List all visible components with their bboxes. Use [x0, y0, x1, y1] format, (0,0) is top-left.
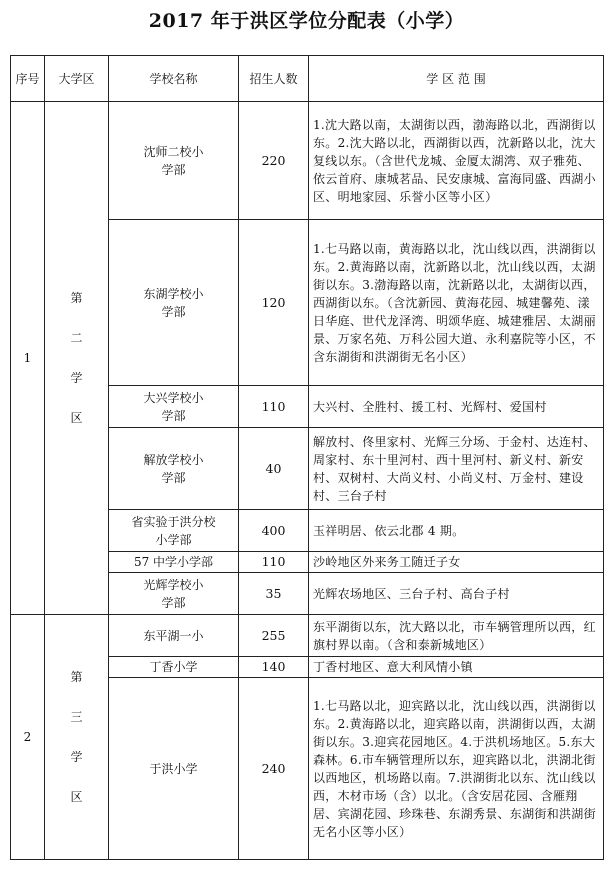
- district-char: 二: [70, 331, 83, 345]
- header-enroll: 招生人数: [239, 56, 309, 102]
- school-name: 东平湖一小: [109, 615, 239, 657]
- header-seq: 序号: [11, 56, 45, 102]
- enroll-count: 140: [239, 657, 309, 678]
- district-char: 学: [70, 750, 83, 764]
- header-row: [11, 56, 604, 102]
- enroll-count: 110: [239, 552, 309, 573]
- school-name: 东湖学校小学部: [109, 220, 239, 386]
- range-text: 1.七马路以北，迎宾路以北，沈山线以西，洪湖街以东。2.黄海路以北，迎宾路以南，洪湖街以西，太湖街以东。3.迎宾花园地区。4.于洪机场地区。5.东大森林。6.市车辆管理所以东，迎宾路以北，洪湖北街以西地区，机场路以南。7.洪湖街北以东、沈山线以西，木材市场（含）以北。（含安居花园、含雁翔居、宾湖花园、珍珠巷、东湖秀景、东湖街和洪湖街无名小区等小区）: [309, 678, 604, 860]
- page-title: 2017 年于洪区学位分配表（小学）: [148, 10, 465, 32]
- school-name: 光辉学校小学部: [109, 573, 239, 615]
- district-char: 区: [70, 790, 83, 804]
- range-text: 大兴村、全胜村、援工村、光辉村、爱国村: [309, 386, 604, 428]
- school-name: 沈师二校小学部: [109, 102, 239, 220]
- school-name: 省实验于洪分校小学部: [109, 510, 239, 552]
- range-text: 丁香村地区、意大利风情小镇: [309, 657, 604, 678]
- allocation-table: [10, 55, 604, 860]
- range-text: 1.七马路以南，黄海路以北，沈山线以西，洪湖街以东。2.黄海路以南，沈新路以北，沈山线以西，太湖街以东。3.渤海路以南，沈新路以北，太湖街以西，西湖街以东。（含沈新园、黄海花园、城建馨苑、漾日华庭、世代龙泽湾、明颂华庭、城建雅居、太湖丽景、万家名苑、万科公园大道、永利嘉院等小区，不含东湖街和洪湖街无名小区）: [309, 220, 604, 386]
- district-char: 第: [70, 291, 83, 305]
- school-name: 大兴学校小学部: [109, 386, 239, 428]
- range-text: 解放村、佟里家村、光辉三分场、于金村、达连村、周家村、东十里河村、西十里河村、新义村、新安村、双树村、大尚义村、小尚义村、万金村、建设村、三台子村: [309, 428, 604, 510]
- header-range: 学 区 范 围: [309, 56, 604, 102]
- district-char: 三: [70, 710, 83, 724]
- range-text: 1.沈大路以南，太湖街以西，渤海路以北，西湖街以东。2.沈大路以北，西湖街以西，沈新路以北，沈大复线以东。（含世代龙城、金厦太湖湾、双子雅苑、依云首府、康城茗品、民安康城、富海同盛、西湖小区、明地家园、乐誉小区等小区）: [309, 102, 604, 220]
- school-name: 57 中学小学部: [109, 552, 239, 573]
- enroll-count: 240: [239, 678, 309, 860]
- enroll-count: 35: [239, 573, 309, 615]
- enroll-count: 220: [239, 102, 309, 220]
- enroll-count: 400: [239, 510, 309, 552]
- header-district: 大学区: [45, 56, 109, 102]
- school-name: 丁香小学: [109, 657, 239, 678]
- district-char: 学: [70, 371, 83, 385]
- group-seq: 1: [11, 102, 45, 615]
- header-school: 学校名称: [109, 56, 239, 102]
- school-name: 解放学校小学部: [109, 428, 239, 510]
- range-text: 玉祥明居、依云北郡 4 期。: [309, 510, 604, 552]
- enroll-count: 40: [239, 428, 309, 510]
- range-text: 沙岭地区外来务工随迁子女: [309, 552, 604, 573]
- group-seq: 2: [11, 615, 45, 860]
- district-cell: [45, 102, 109, 615]
- range-text: 东平湖街以东，沈大路以北，市车辆管理所以西，红旗村界以南。（含和泰新城地区）: [309, 615, 604, 657]
- enroll-count: 110: [239, 386, 309, 428]
- enroll-count: 255: [239, 615, 309, 657]
- table-row: [11, 102, 604, 220]
- table-row: [11, 615, 604, 657]
- range-text: 光辉农场地区、三台子村、高台子村: [309, 573, 604, 615]
- district-cell: [45, 615, 109, 860]
- district-char: 区: [70, 411, 83, 425]
- school-name: 于洪小学: [109, 678, 239, 860]
- district-char: 第: [70, 670, 83, 684]
- enroll-count: 120: [239, 220, 309, 386]
